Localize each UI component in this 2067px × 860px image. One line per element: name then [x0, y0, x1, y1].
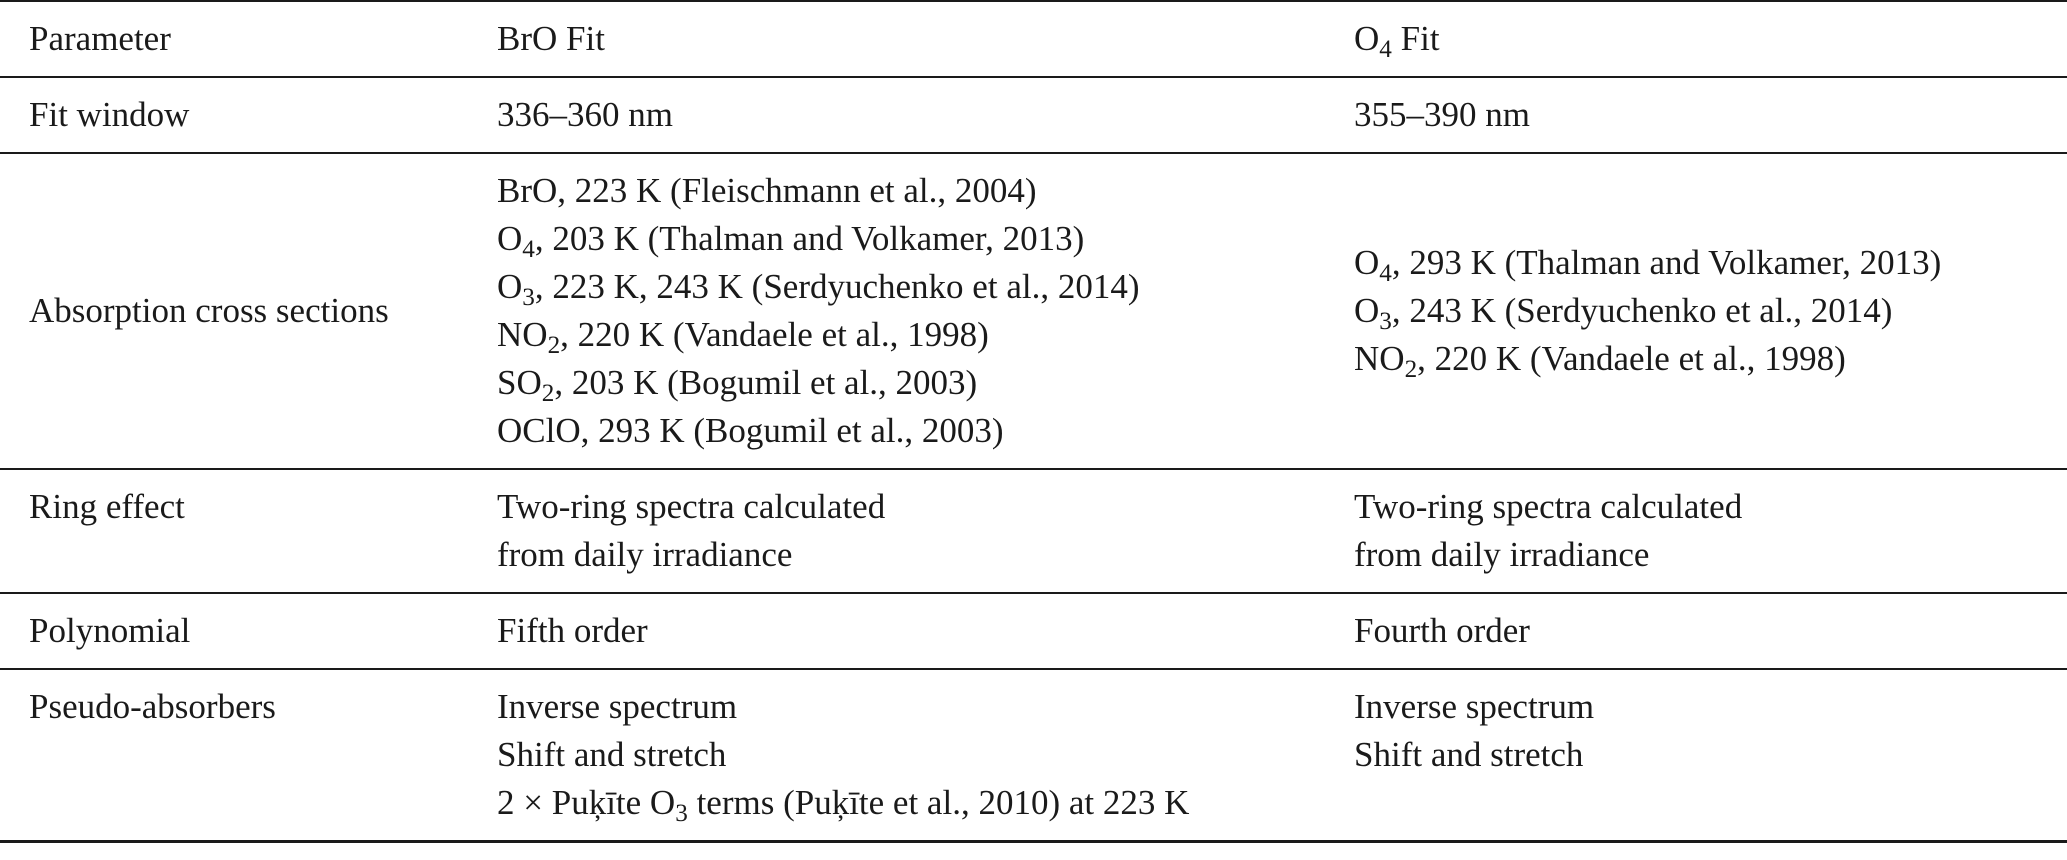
table-body: [0, 77, 2067, 842]
table-header-row: [0, 1, 2067, 77]
text-segment: BrO, 223 K (Fleischmann et al., 2004): [497, 171, 1037, 210]
text-segment: 2 × Puķīte O: [497, 783, 676, 822]
text-segment: from daily irradiance: [497, 535, 793, 574]
text-segment: SO: [497, 363, 542, 402]
row-label-fit-window: Fit window: [29, 95, 190, 134]
text-segment: , 243 K (Serdyuchenko et al., 2014): [1391, 291, 1893, 330]
cell-line: [497, 531, 1354, 579]
cell-line: [1354, 91, 2067, 139]
text-segment: Fit: [1391, 19, 1440, 58]
text-segment: Shift and stretch: [497, 735, 727, 774]
row-label-absorption-cross-sections: Absorption cross sections: [29, 291, 389, 330]
cell-o4-fit-window: [1354, 77, 2067, 153]
cell-o4-polynomial: [1354, 593, 2067, 669]
cell-line: [1354, 683, 2067, 731]
cell-line: [497, 731, 1354, 779]
text-segment: Fifth order: [497, 611, 648, 650]
cell-o4-pseudo-absorbers: [1354, 669, 2067, 842]
cell-line: [1354, 335, 2067, 383]
text-segment: , 223 K, 243 K (Serdyuchenko et al., 2014): [534, 267, 1140, 306]
text-segment: Shift and stretch: [1354, 735, 1584, 774]
subscript: 3: [522, 284, 535, 312]
text-segment: Inverse spectrum: [1354, 687, 1595, 726]
text-segment: terms (Puķīte et al., 2010) at 223 K: [687, 783, 1190, 822]
text-segment: O: [1354, 19, 1380, 58]
cell-line: [497, 607, 1354, 655]
table-row-ring-effect: [0, 469, 2067, 593]
cell-line: [497, 779, 1354, 827]
cell-line: [497, 359, 1354, 407]
row-label-polynomial: Polynomial: [29, 611, 191, 650]
subscript: 2: [1404, 356, 1418, 384]
text-segment: 336–360 nm: [497, 95, 673, 134]
text-segment: from daily irradiance: [1354, 535, 1650, 574]
text-segment: , 220 K (Vandaele et al., 1998): [1417, 339, 1846, 378]
subscript: 2: [541, 380, 555, 408]
cell-line: [1354, 287, 2067, 335]
cell-line: [497, 683, 1354, 731]
cell-line: [497, 263, 1354, 311]
cell-line: [497, 167, 1354, 215]
text-segment: BrO Fit: [497, 19, 605, 58]
cell-line: [1354, 239, 2067, 287]
table-row-fit-window: [0, 77, 2067, 153]
text-segment: O: [497, 219, 523, 258]
text-segment: OClO, 293 K (Bogumil et al., 2003): [497, 411, 1004, 450]
text-segment: O: [1354, 291, 1380, 330]
cell-bro-fit-window: [497, 77, 1354, 153]
text-segment: NO: [1354, 339, 1405, 378]
cell-line: [1354, 531, 2067, 579]
subscript: 4: [1379, 36, 1392, 64]
cell-line: [1354, 483, 2067, 531]
cell-bro-ring-effect: [497, 469, 1354, 593]
cell-o4-ring-effect: [1354, 469, 2067, 593]
text-segment: Two-ring spectra calculated: [1354, 487, 1743, 526]
text-segment: Parameter: [29, 19, 171, 58]
subscript: 4: [1379, 260, 1392, 288]
header-o4-fit: [1354, 1, 2067, 77]
cell-line: [497, 91, 1354, 139]
text-segment: , 203 K (Bogumil et al., 2003): [554, 363, 978, 402]
header-parameter: [0, 1, 497, 77]
cell-bro-absorption-cross-sections: [497, 153, 1354, 469]
text-segment: , 293 K (Thalman and Volkamer, 2013): [1391, 243, 1942, 282]
cell-bro-polynomial: [497, 593, 1354, 669]
subscript: 2: [547, 332, 561, 360]
header-bro-fit: [497, 1, 1354, 77]
table-row-pseudo-absorbers: [0, 669, 2067, 842]
cell-line: [1354, 731, 2067, 779]
table-row-absorption-cross-sections: [0, 153, 2067, 469]
text-segment: Two-ring spectra calculated: [497, 487, 886, 526]
subscript: 3: [1379, 308, 1392, 336]
subscript: 3: [675, 800, 688, 828]
row-label-ring-effect: Ring effect: [29, 487, 185, 526]
cell-line: [1354, 607, 2067, 655]
text-segment: , 203 K (Thalman and Volkamer, 2013): [534, 219, 1085, 258]
cell-line: [497, 311, 1354, 359]
text-segment: Fourth order: [1354, 611, 1530, 650]
cell-line: [497, 215, 1354, 263]
text-segment: O: [1354, 243, 1380, 282]
cell-bro-pseudo-absorbers: [497, 669, 1354, 842]
cell-o4-absorption-cross-sections: [1354, 153, 2067, 469]
row-label-pseudo-absorbers: Pseudo-absorbers: [29, 687, 276, 726]
cell-line: [497, 483, 1354, 531]
text-segment: O: [497, 267, 523, 306]
text-segment: Inverse spectrum: [497, 687, 738, 726]
text-segment: 355–390 nm: [1354, 95, 1530, 134]
table-row-polynomial: [0, 593, 2067, 669]
text-segment: , 220 K (Vandaele et al., 1998): [560, 315, 989, 354]
subscript: 4: [522, 236, 535, 264]
text-segment: NO: [497, 315, 548, 354]
cell-line: [497, 407, 1354, 455]
